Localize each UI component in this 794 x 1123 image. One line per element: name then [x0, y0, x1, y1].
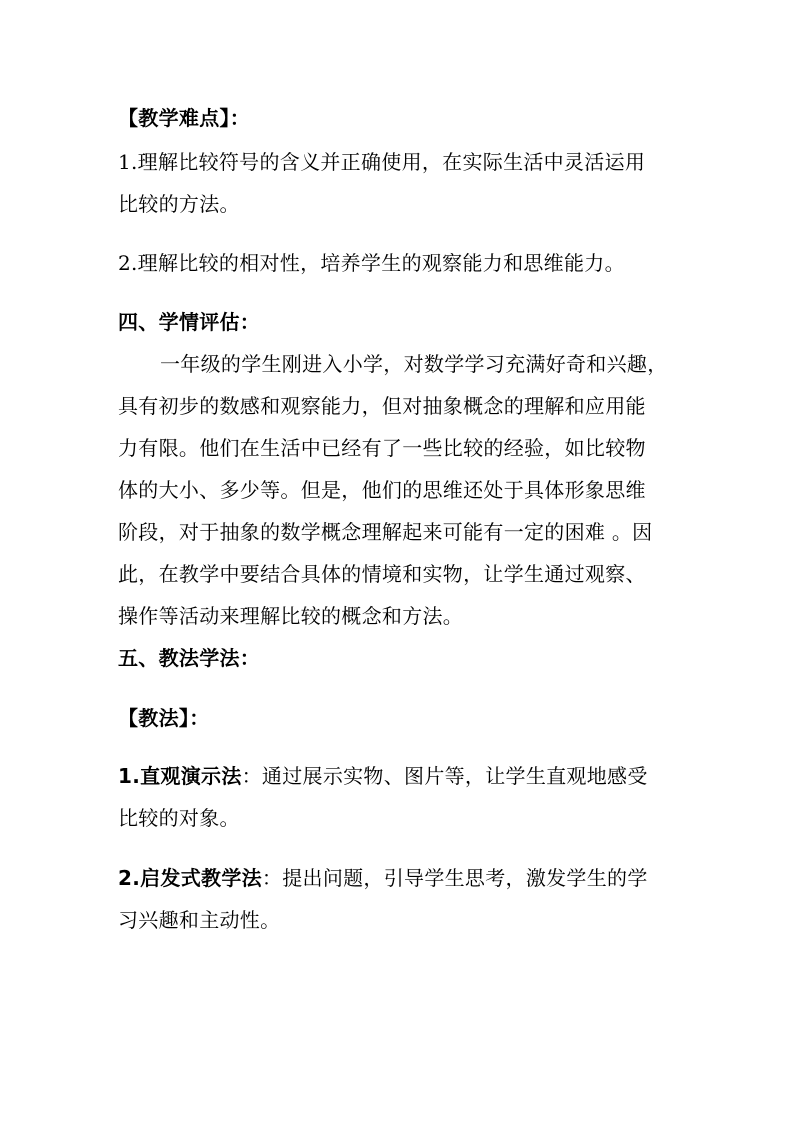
section-4-paragraph-line: 阶段，对于抽象的数学概念理解起来可能有一定的困难 。因	[118, 520, 653, 544]
difficulty-heading: 【教学难点】：	[118, 106, 251, 130]
method-1-label: 1.直观演示法	[118, 764, 242, 788]
section-4-paragraph-line: 操作等活动来理解比较的概念和方法。	[118, 604, 464, 628]
method-2-line-1	[118, 864, 648, 892]
method-1-line-2: 比较的对象。	[118, 806, 240, 830]
section-5-heading: 五、教法学法：	[118, 646, 261, 670]
section-4-paragraph-line: 具有初步的数感和观察能力，但对抽象概念的理解和应用能	[118, 394, 646, 418]
difficulty-item-2: 2.理解比较的相对性，培养学生的观察能力和思维能力。	[118, 251, 625, 275]
section-4-paragraph-line: 此，在教学中要结合具体的情境和实物，让学生通过观察、	[118, 562, 646, 586]
section-4-paragraph-line: 力有限。他们在生活中已经有了一些比较的经验，如比较物	[118, 436, 646, 460]
section-4-heading: 四、学情评估：	[118, 310, 261, 334]
method-1-line-1	[118, 762, 648, 790]
difficulty-item-1-line-1: 1.理解比较符号的含义并正确使用，在实际生活中灵活运用	[118, 150, 646, 174]
methods-heading: 【教法】：	[118, 706, 210, 730]
method-1-text: ：通过展示实物、图片等，让学生直观地感受	[241, 764, 648, 788]
method-2-label: 2.启发式教学法	[118, 866, 262, 890]
method-2-line-2: 习兴趣和主动性。	[118, 908, 281, 932]
difficulty-item-1-line-2: 比较的方法。	[118, 192, 240, 216]
method-2-text: ：提出问题，引导学生思考，激发学生的学	[261, 866, 648, 890]
section-4-paragraph-line: 一年级的学生刚进入小学，对数学学习充满好奇和兴趣，	[160, 352, 668, 376]
section-4-paragraph-line: 体的大小、多少等。但是，他们的思维还处于具体形象思维	[118, 478, 646, 502]
